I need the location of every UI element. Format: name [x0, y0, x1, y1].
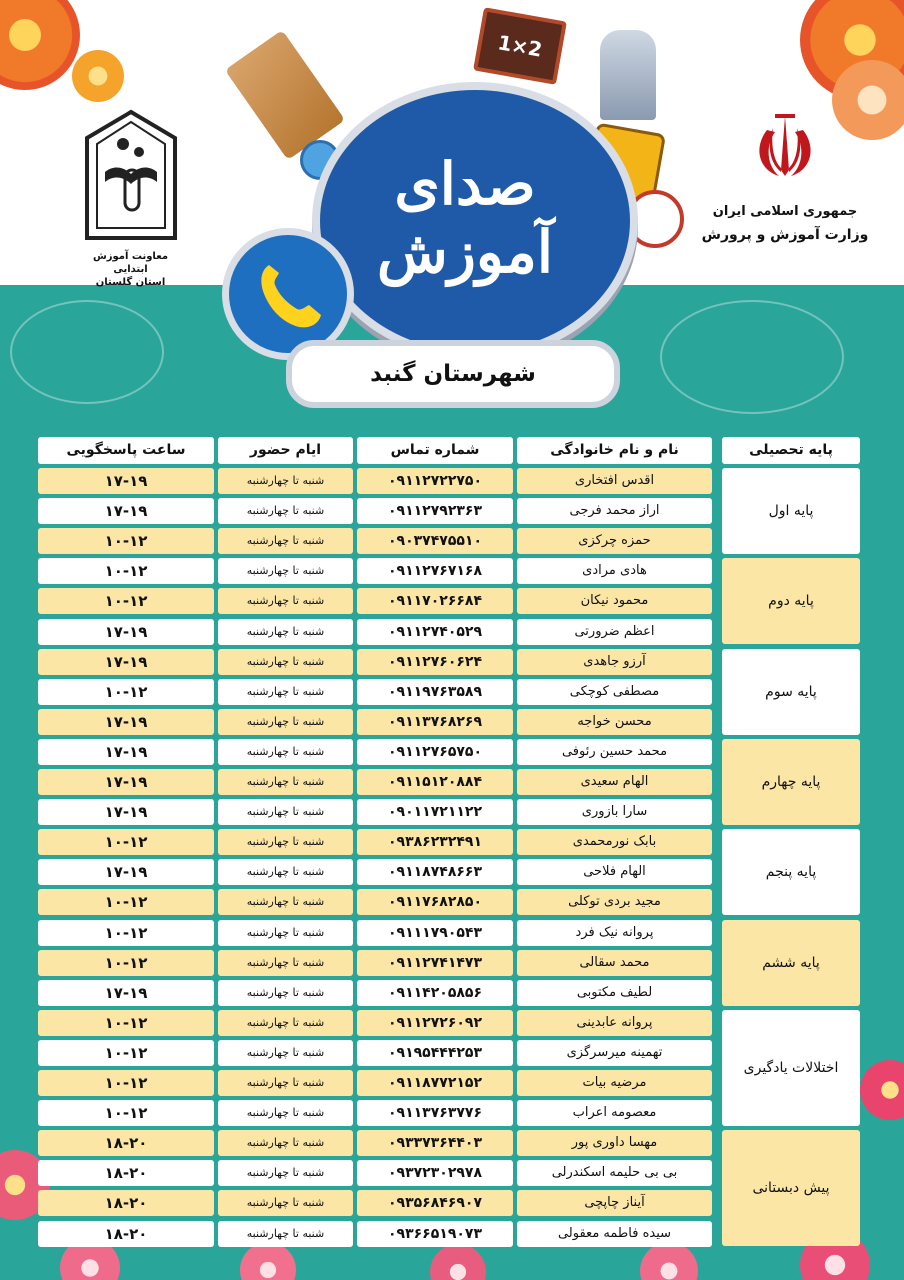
contact-days: شنبه تا چهارشنبه: [218, 1190, 353, 1216]
deputy-logo: [78, 108, 183, 289]
contact-name: محمد حسین رئوفی: [517, 739, 712, 765]
contact-hours: ۱۸-۲۰: [38, 1221, 214, 1247]
col-name-header: نام و نام خانوادگی: [517, 437, 712, 464]
contact-phone: ۰۹۱۱۳۷۶۳۷۷۶: [357, 1100, 513, 1126]
contact-name: محمود نیکان: [517, 588, 712, 614]
contact-days: شنبه تا چهارشنبه: [218, 1130, 353, 1156]
contact-name: سیده فاطمه معقولی: [517, 1221, 712, 1247]
iran-emblem-icon: [745, 110, 825, 190]
col-time-header: ساعت پاسخگویی: [38, 437, 214, 464]
contact-days: شنبه تا چهارشنبه: [218, 1070, 353, 1096]
contact-days: شنبه تا چهارشنبه: [218, 1160, 353, 1186]
contact-phone: ۰۹۱۱۲۷۶۷۱۶۸: [357, 558, 513, 584]
contact-phone: ۰۹۳۶۶۵۱۹۰۷۳: [357, 1221, 513, 1247]
contact-phone: ۰۹۱۹۵۴۴۴۲۵۳: [357, 1040, 513, 1066]
contact-name: آیناز چاپچی: [517, 1190, 712, 1216]
grade-cell: اختلالات یادگیری: [722, 1010, 860, 1126]
contact-name: محسن خواجه: [517, 709, 712, 735]
contact-name: محمد سقالی: [517, 950, 712, 976]
col-days-header: ایام حضور: [218, 437, 353, 464]
contact-hours: ۱۷-۱۹: [38, 859, 214, 885]
contact-days: شنبه تا چهارشنبه: [218, 588, 353, 614]
contact-phone: ۰۹۳۷۲۳۰۲۹۷۸: [357, 1160, 513, 1186]
contact-phone: ۰۹۱۱۸۷۴۸۶۶۳: [357, 859, 513, 885]
ornament-left-icon: [10, 300, 164, 404]
contact-days: شنبه تا چهارشنبه: [218, 980, 353, 1006]
city-label: شهرستان گنبد: [286, 340, 620, 408]
contact-days: شنبه تا چهارشنبه: [218, 1100, 353, 1126]
col-grade-header: پایه تحصیلی: [722, 437, 860, 464]
contact-name: معصومه اعراب: [517, 1100, 712, 1126]
contact-hours: ۱۰-۱۲: [38, 950, 214, 976]
contact-name: الهام فلاحی: [517, 859, 712, 885]
contact-days: شنبه تا چهارشنبه: [218, 1040, 353, 1066]
grade-cell: پایه چهارم: [722, 739, 860, 825]
ministry-logo: [700, 110, 870, 243]
grade-cell: پایه اول: [722, 468, 860, 554]
deputy-line1: معاونت آموزش ابتدایی: [92, 251, 169, 275]
contact-phone: ۰۹۱۱۲۷۹۲۳۶۳: [357, 498, 513, 524]
contact-hours: ۱۰-۱۲: [38, 588, 214, 614]
contact-phone: ۰۹۱۱۲۷۲۲۷۵۰: [357, 468, 513, 494]
contact-days: شنبه تا چهارشنبه: [218, 859, 353, 885]
contact-hours: ۱۰-۱۲: [38, 829, 214, 855]
contact-hours: ۱۰-۱۲: [38, 558, 214, 584]
grade-cell: پایه پنجم: [722, 829, 860, 915]
contact-phone: ۰۹۰۳۷۴۷۵۵۱۰: [357, 528, 513, 554]
phone-icon: [229, 235, 347, 353]
tower-icon: [600, 30, 656, 120]
contact-hours: ۱۷-۱۹: [38, 739, 214, 765]
contact-hours: ۱۸-۲۰: [38, 1190, 214, 1216]
contact-phone: ۰۹۳۳۷۳۶۴۴۰۳: [357, 1130, 513, 1156]
flower-bottom-icon-4: [640, 1242, 698, 1280]
contact-phone: ۰۹۱۱۵۱۲۰۸۸۴: [357, 769, 513, 795]
contact-phone: ۰۹۱۱۳۷۶۸۲۶۹: [357, 709, 513, 735]
contact-name: هادی مرادی: [517, 558, 712, 584]
contact-days: شنبه تا چهارشنبه: [218, 619, 353, 645]
contact-phone: ۰۹۱۱۲۷۶۰۶۲۴: [357, 649, 513, 675]
contact-hours: ۱۰-۱۲: [38, 920, 214, 946]
contact-hours: ۱۰-۱۲: [38, 528, 214, 554]
contact-name: سارا بازوری: [517, 799, 712, 825]
contact-hours: ۱۰-۱۲: [38, 679, 214, 705]
col-phone-header: شماره تماس: [357, 437, 513, 464]
contact-name: حمزه چرکزی: [517, 528, 712, 554]
contact-days: شنبه تا چهارشنبه: [218, 709, 353, 735]
grade-cell: پایه سوم: [722, 649, 860, 735]
chalkboard-icon: 1×2: [473, 7, 567, 85]
contact-hours: ۱۰-۱۲: [38, 1010, 214, 1036]
contact-days: شنبه تا چهارشنبه: [218, 558, 353, 584]
contact-hours: ۱۷-۱۹: [38, 649, 214, 675]
contact-name: بی بی حلیمه اسکندرلی: [517, 1160, 712, 1186]
contact-phone: ۰۹۱۱۴۲۰۵۸۵۶: [357, 980, 513, 1006]
contact-phone: ۰۹۳۵۶۸۴۶۹۰۷: [357, 1190, 513, 1216]
contact-days: شنبه تا چهارشنبه: [218, 498, 353, 524]
deputy-line2: استان گلستان: [95, 277, 166, 288]
education-shield-icon: [81, 108, 181, 246]
contact-name: آرزو جاهدی: [517, 649, 712, 675]
flower-bottom-icon-3: [430, 1244, 486, 1280]
ministry-line2: وزارت آموزش و پرورش: [701, 227, 869, 243]
contact-phone: ۰۹۱۱۲۷۴۱۴۷۳: [357, 950, 513, 976]
flower-bottom-icon-2: [240, 1242, 296, 1280]
grade-cell: پایه ششم: [722, 920, 860, 1006]
contact-hours: ۱۷-۱۹: [38, 980, 214, 1006]
contact-hours: ۱۸-۲۰: [38, 1130, 214, 1156]
contact-name: لطیف مکتوبی: [517, 980, 712, 1006]
contact-phone: ۰۹۱۱۷۰۲۶۶۸۴: [357, 588, 513, 614]
contact-hours: ۱۰-۱۲: [38, 1070, 214, 1096]
contact-days: شنبه تا چهارشنبه: [218, 1010, 353, 1036]
ministry-line1: جمهوری اسلامی ایران: [712, 204, 858, 219]
contact-hours: ۱۷-۱۹: [38, 498, 214, 524]
contact-name: مصطفی کوچکی: [517, 679, 712, 705]
contact-hours: ۱۸-۲۰: [38, 1160, 214, 1186]
contact-days: شنبه تا چهارشنبه: [218, 769, 353, 795]
contact-phone: ۰۹۱۱۸۷۷۲۱۵۲: [357, 1070, 513, 1096]
contact-phone: ۰۹۱۱۹۷۶۳۵۸۹: [357, 679, 513, 705]
grade-cell: پایه دوم: [722, 558, 860, 644]
contact-days: شنبه تا چهارشنبه: [218, 799, 353, 825]
flower-top-left-small-icon: [72, 50, 124, 102]
contact-name: الهام سعیدی: [517, 769, 712, 795]
contact-phone: ۰۹۱۱۲۷۴۰۵۲۹: [357, 619, 513, 645]
contact-name: پروانه عابدینی: [517, 1010, 712, 1036]
contact-days: شنبه تا چهارشنبه: [218, 739, 353, 765]
contact-name: تهمینه میرسرگزی: [517, 1040, 712, 1066]
contact-name: مهسا داوری پور: [517, 1130, 712, 1156]
contact-name: اراز محمد فرجی: [517, 498, 712, 524]
contact-days: شنبه تا چهارشنبه: [218, 950, 353, 976]
contact-days: شنبه تا چهارشنبه: [218, 468, 353, 494]
contact-days: شنبه تا چهارشنبه: [218, 528, 353, 554]
ornament-right-icon: [660, 300, 844, 414]
contact-hours: ۱۰-۱۲: [38, 1100, 214, 1126]
contact-name: اعظم ضرورتی: [517, 619, 712, 645]
contact-name: مرضیه بیات: [517, 1070, 712, 1096]
contact-days: شنبه تا چهارشنبه: [218, 889, 353, 915]
contact-name: پروانه نیک فرد: [517, 920, 712, 946]
contact-phone: ۰۹۱۱۱۷۹۰۵۴۳: [357, 920, 513, 946]
contact-phone: ۰۹۱۱۲۷۲۶۰۹۲: [357, 1010, 513, 1036]
grade-cell: پیش دبستانی: [722, 1130, 860, 1246]
contact-hours: ۱۷-۱۹: [38, 709, 214, 735]
contact-phone: ۰۹۳۸۶۲۳۲۴۹۱: [357, 829, 513, 855]
contact-name: اقدس افتخاری: [517, 468, 712, 494]
contact-hours: ۱۷-۱۹: [38, 769, 214, 795]
contact-hours: ۱۷-۱۹: [38, 619, 214, 645]
contact-hours: ۱۷-۱۹: [38, 468, 214, 494]
contact-days: شنبه تا چهارشنبه: [218, 679, 353, 705]
contact-phone: ۰۹۱۱۲۷۶۵۷۵۰: [357, 739, 513, 765]
contact-phone: ۰۹۱۱۷۶۸۲۸۵۰: [357, 889, 513, 915]
contact-hours: ۱۰-۱۲: [38, 889, 214, 915]
contact-days: شنبه تا چهارشنبه: [218, 829, 353, 855]
contact-name: بابک نورمحمدی: [517, 829, 712, 855]
program-title: صدای آموزش: [377, 150, 553, 286]
flower-bottom-right-icon: [860, 1060, 904, 1120]
contact-phone: ۰۹۰۱۱۷۲۱۱۲۲: [357, 799, 513, 825]
contact-hours: ۱۰-۱۲: [38, 1040, 214, 1066]
contact-days: شنبه تا چهارشنبه: [218, 649, 353, 675]
contact-name: مجید بردی توکلی: [517, 889, 712, 915]
contact-days: شنبه تا چهارشنبه: [218, 920, 353, 946]
contact-days: شنبه تا چهارشنبه: [218, 1221, 353, 1247]
contact-hours: ۱۷-۱۹: [38, 799, 214, 825]
